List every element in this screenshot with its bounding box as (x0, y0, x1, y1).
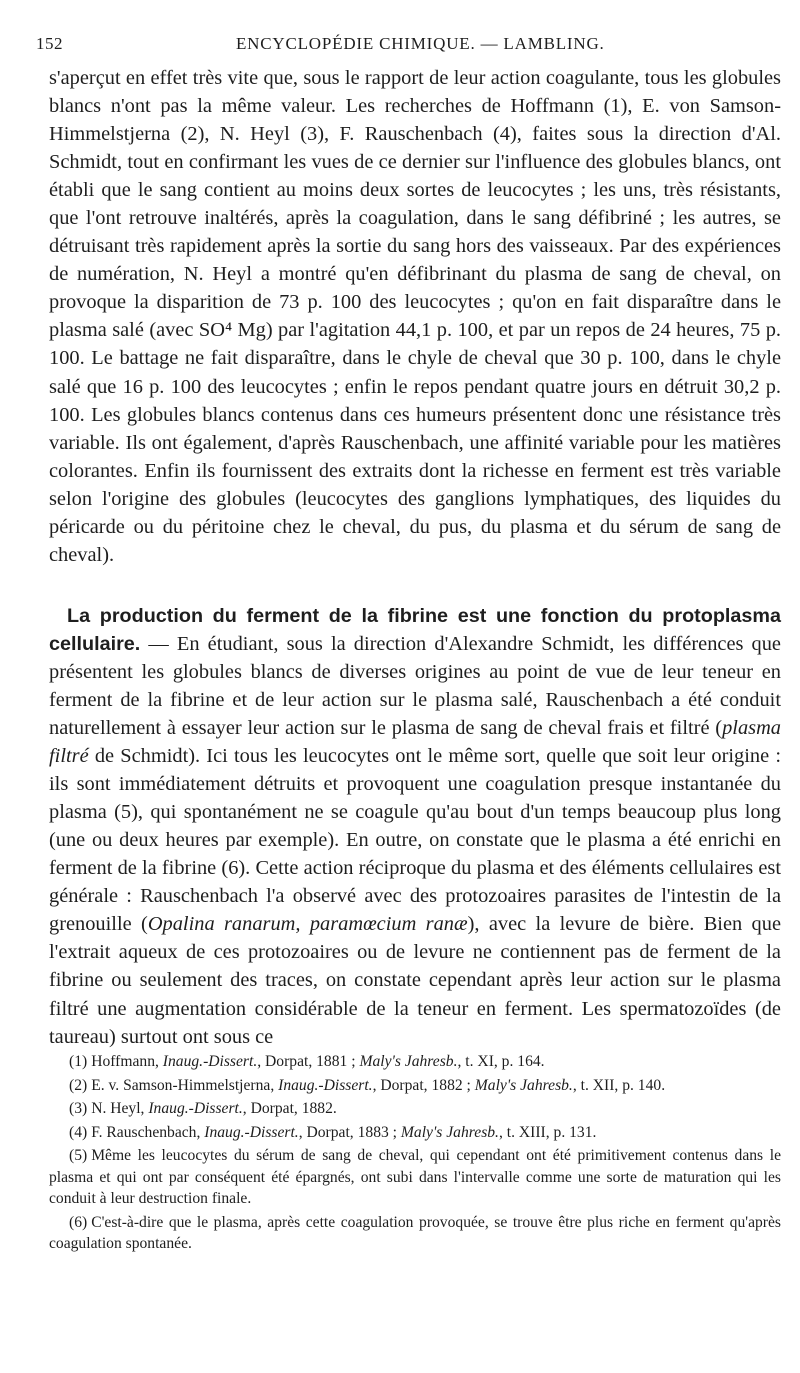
footnote-text: , Dorpat, 1881 ; (257, 1053, 360, 1070)
footnote-text: C'est-à-dire que le plasma, après cette coagulation provoquée, se trouve être plus riche en ferment qu'après coagulation spontanée. (49, 1213, 781, 1252)
footnote-italic: Inaug.-Dissert. (162, 1053, 258, 1070)
footnote-text: , Dorpat, 1883 ; (298, 1123, 401, 1141)
footnote-text: E. v. Samson-Himmelstjerna, (91, 1076, 279, 1094)
footnotes (49, 1051, 781, 1257)
footnote-text: , t. XIII, p. 131. (498, 1123, 597, 1141)
footnote-ref: (5) (69, 1147, 88, 1164)
footnote-italic: Inaug.-Dissert. (278, 1076, 373, 1094)
footnote-text: F. Rauschenbach, (91, 1123, 205, 1141)
footnote (49, 1098, 781, 1120)
footnote-text: N. Heyl, (91, 1100, 149, 1117)
footnote-ref: (2) (69, 1076, 88, 1094)
footnote (49, 1212, 781, 1255)
paragraph-2-italic-a: plasma filtré (49, 717, 781, 768)
footnote (49, 1075, 781, 1097)
footnote-ref: (1) (69, 1053, 88, 1070)
section-heading: La production du ferment de la fibrine est une fonction du protoplasma cellulaire. (49, 604, 781, 655)
footnote-text: , Dorpat, 1882 ; (372, 1076, 475, 1094)
footnote-text: Hoffmann, (91, 1053, 163, 1070)
footnote-ref: (4) (69, 1123, 88, 1141)
footnote-text: , t. XI, p. 164. (457, 1053, 545, 1070)
footnote-ref: (6) (69, 1213, 88, 1231)
paragraph-2-text-c: ), avec la levure de bière. Bien que l'extrait aqueux de ces protozoaires ou de levure ne contiennent pas de ferment de la fibrine ou seulement des traces, on constate cependant après leur action sur le plasma filtré une augmentation considérable de la teneur en ferment. Les spermatozoïdes (de taureau) surtout ont sous ce (49, 913, 781, 1048)
footnote-italic: Inaug.-Dissert. (148, 1100, 243, 1117)
footnote-text: , t. XII, p. 140. (572, 1076, 666, 1094)
footnote-italic: Maly's Jahresb. (400, 1123, 499, 1141)
footnote (49, 1145, 781, 1210)
footnote-italic: Inaug.-Dissert. (204, 1123, 299, 1141)
footnote-ref: (3) (69, 1100, 88, 1117)
footnote-text: , Dorpat, 1882. (242, 1100, 337, 1117)
page-number: 152 (36, 34, 63, 53)
paragraph-2-text-a: — En étudiant, sous la direction d'Alexandre Schmidt, les différences que présentent les globules blancs de diverses origines au point de vue de leur teneur en ferment de la fibrine et de leur action sur le plasma salé, Rauschenbach a été conduit naturellement à essayer leur action sur le plasma de sang de cheval frais et filtré ( (49, 632, 781, 740)
footnote (49, 1051, 781, 1073)
footnote-text: Même les leucocytes du sérum de sang de cheval, qui cependant ont été primitivement contenus dans le plasma et qui ont par conséquent été épargnés, ont subi dans l'intervalle comme une sorte de maturation qui les conduit à leur destruction finale. (49, 1147, 781, 1207)
paragraph-2 (49, 602, 781, 1051)
paragraph-2-italic-b: Opalina ranarum, paramœcium ranæ (147, 913, 468, 936)
main-text (49, 64, 781, 1051)
running-title: ENCYCLOPÉDIE CHIMIQUE. — LAMBLING. (236, 34, 605, 53)
paragraph-1: s'aperçut en effet très vite que, sous le rapport de leur action coagulante, tous les globules blancs n'ont pas la même valeur. Les recherches de Hoffmann (1), E. von Samson-Himmelstjerna (2), N. Heyl (3), F. Rauschenbach (4), faites sous la direction d'Al. Schmidt, tout en confirmant les vues de ce dernier sur l'influence des globules blancs, ont établi que le sang contient au moins deux sortes de leucocytes ; les uns, très résistants, que l'ont retrouve inaltérés, après la coagulation, dans le sang défibriné ; les autres, se détruisant très rapidement après la sortie du sang hors des vaisseaux. Par des expériences de numération, N. Heyl a montré qu'en défibrinant du plasma de sang de cheval, on provoque la disparition de 73 p. 100 des leucocytes ; qu'on en fait disparaître dans le plasma salé (avec SO⁴ Mg) par l'agitation 44,1 p. 100, et par un repos de 24 heures, 75 p. 100. Le battage ne fait disparaître, dans le chyle de cheval que 30 p. 100, dans le chyle salé que 16 p. 100 des leucocytes ; enfin le repos pendant quatre jours en détruit 30,2 p. 100. Les globules blancs contenus dans ces humeurs présentent donc une résistance très variable. Ils ont également, d'après Rauschenbach, une affinité variable pour les matières colorantes. Enfin ils fournissent des extraits dont la richesse en ferment est très variable selon l'origine des globules (leucocytes des ganglions lymphatiques, des liquides du péricarde ou du péritoine chez le cheval, du pus, du plasma et du sérum de sang de cheval). (49, 67, 781, 566)
footnote (49, 1122, 781, 1144)
footnote-italic: Maly's Jahresb. (359, 1053, 458, 1070)
page-header (36, 34, 780, 58)
paragraph-2-text-b: de Schmidt). Ici tous les leucocytes ont le même sort, quelle que soit leur origine : ils sont immédiatement détruits et provoquent une coagulation presque instantanée du plasma (5), qui spontanément ne se coagule qu'au bout d'un temps beaucoup plus long (une ou deux heures par exemple). En outre, on constate que le plasma a été enrichi en ferment de la fibrine (6). Cette action réciproque du plasma et des éléments cellulaires est générale : Rauschenbach l'a observé avec des protozoaires parasites de l'intestin de la grenouille ( (49, 745, 781, 936)
footnote-italic: Maly's Jahresb. (474, 1076, 573, 1094)
